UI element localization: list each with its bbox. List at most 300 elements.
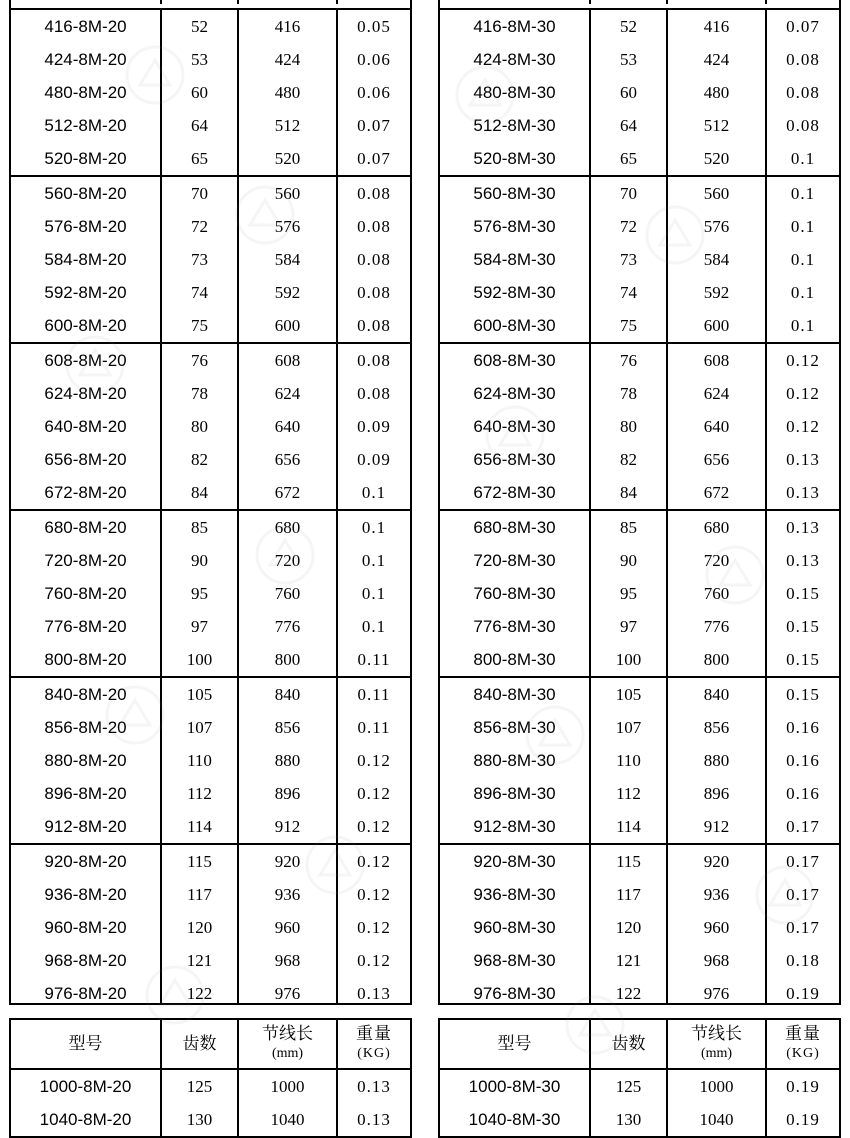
length-cell: 624 — [668, 377, 767, 410]
teeth-cell: 97 — [591, 610, 668, 643]
model-cell: 720-8M-30 — [440, 544, 591, 577]
weight-cell: 0.15 — [786, 684, 820, 704]
model-cell: 776-8M-30 — [440, 610, 591, 643]
teeth-cell: 53 — [591, 43, 668, 76]
model-cell: 936-8M-30 — [440, 878, 591, 911]
weight-cell: 0.17 — [786, 884, 820, 904]
weight-cell: 0.08 — [357, 315, 391, 335]
model-cell: 416-8M-30 — [440, 10, 591, 43]
model-cell: 800-8M-20 — [11, 643, 162, 676]
table-header — [11, 1020, 410, 1070]
table-row — [440, 643, 839, 676]
model-cell: 672-8M-20 — [11, 476, 162, 509]
model-cell: 624-8M-30 — [440, 377, 591, 410]
teeth-cell: 64 — [591, 109, 668, 142]
table-row — [11, 977, 410, 1005]
weight-cell: 0.09 — [357, 449, 391, 469]
teeth-cell: 72 — [162, 210, 239, 243]
length-cell: 520 — [239, 142, 338, 175]
model-cell: 680-8M-20 — [11, 511, 162, 544]
length-cell: 896 — [668, 777, 767, 810]
header-weight: 重量 (KG) — [356, 1024, 392, 1061]
table-row — [11, 610, 410, 643]
model-cell: 592-8M-30 — [440, 276, 591, 309]
length-cell: 424 — [668, 43, 767, 76]
teeth-cell: 125 — [591, 1070, 668, 1103]
length-cell: 480 — [668, 76, 767, 109]
model-cell: 576-8M-30 — [440, 210, 591, 243]
model-cell: 512-8M-30 — [440, 109, 591, 142]
table-row — [440, 43, 839, 76]
table-row — [440, 777, 839, 810]
teeth-cell: 130 — [162, 1103, 239, 1136]
table-row — [11, 744, 410, 777]
table-row — [11, 544, 410, 577]
table-row — [11, 643, 410, 676]
teeth-cell: 73 — [162, 243, 239, 276]
table-row — [11, 377, 410, 410]
teeth-cell: 105 — [591, 678, 668, 711]
length-cell: 640 — [239, 410, 338, 443]
table-row — [440, 76, 839, 109]
teeth-cell: 112 — [591, 777, 668, 810]
table-row — [440, 210, 839, 243]
teeth-cell: 121 — [591, 944, 668, 977]
weight-cell: 0.1 — [361, 517, 387, 537]
table-row — [11, 911, 410, 944]
length-cell: 720 — [668, 544, 767, 577]
length-cell: 968 — [668, 944, 767, 977]
length-cell: 976 — [239, 977, 338, 1005]
teeth-cell: 105 — [162, 678, 239, 711]
model-cell: 976-8M-20 — [11, 977, 162, 1005]
model-cell: 576-8M-20 — [11, 210, 162, 243]
weight-cell: 0.08 — [357, 249, 391, 269]
model-cell: 936-8M-20 — [11, 878, 162, 911]
table-row — [11, 476, 410, 509]
teeth-cell: 125 — [162, 1070, 239, 1103]
model-cell: 1040-8M-30 — [440, 1103, 591, 1136]
table-row — [11, 678, 410, 711]
length-cell: 920 — [239, 845, 338, 878]
table-row — [11, 210, 410, 243]
model-cell: 960-8M-20 — [11, 911, 162, 944]
model-cell: 424-8M-20 — [11, 43, 162, 76]
table-row — [440, 443, 839, 476]
weight-cell: 0.1 — [361, 482, 387, 502]
weight-cell: 0.13 — [357, 1076, 391, 1096]
length-cell: 576 — [668, 210, 767, 243]
table-row — [440, 944, 839, 977]
model-cell: 520-8M-20 — [11, 142, 162, 175]
teeth-cell: 107 — [162, 711, 239, 744]
length-cell: 880 — [668, 744, 767, 777]
weight-cell: 0.12 — [357, 750, 391, 770]
teeth-cell: 121 — [162, 944, 239, 977]
table-row — [440, 109, 839, 142]
model-cell: 760-8M-20 — [11, 577, 162, 610]
length-cell: 760 — [239, 577, 338, 610]
model-cell: 968-8M-30 — [440, 944, 591, 977]
teeth-cell: 75 — [162, 309, 239, 342]
length-cell: 1000 — [668, 1070, 767, 1103]
model-cell: 920-8M-30 — [440, 845, 591, 878]
table-row — [11, 243, 410, 276]
length-cell: 840 — [239, 678, 338, 711]
header-model: 型号 — [440, 1020, 591, 1068]
weight-cell: 0.1 — [790, 315, 816, 335]
model-cell: 424-8M-30 — [440, 43, 591, 76]
header-length: 节线长 (mm) — [668, 1020, 767, 1068]
model-cell: 880-8M-20 — [11, 744, 162, 777]
teeth-cell: 95 — [591, 577, 668, 610]
length-cell: 680 — [239, 511, 338, 544]
table-row — [440, 276, 839, 309]
weight-cell: 0.08 — [357, 183, 391, 203]
model-cell: 760-8M-30 — [440, 577, 591, 610]
model-cell: 608-8M-20 — [11, 344, 162, 377]
table-row — [440, 678, 839, 711]
teeth-cell: 65 — [591, 142, 668, 175]
weight-cell: 0.06 — [357, 49, 391, 69]
table-row — [440, 878, 839, 911]
length-cell: 800 — [239, 643, 338, 676]
model-cell: 912-8M-20 — [11, 810, 162, 843]
weight-cell: 0.08 — [357, 282, 391, 302]
teeth-cell: 72 — [591, 210, 668, 243]
teeth-cell: 78 — [591, 377, 668, 410]
weight-cell: 0.1 — [361, 550, 387, 570]
length-cell: 936 — [668, 878, 767, 911]
weight-cell: 0.12 — [786, 416, 820, 436]
teeth-cell: 73 — [591, 243, 668, 276]
teeth-cell: 53 — [162, 43, 239, 76]
table-row — [11, 276, 410, 309]
weight-cell: 0.15 — [786, 649, 820, 669]
table-row — [440, 845, 839, 878]
weight-cell: 0.07 — [786, 16, 820, 36]
length-cell: 776 — [239, 610, 338, 643]
model-cell: 560-8M-20 — [11, 177, 162, 210]
length-cell: 608 — [239, 344, 338, 377]
table-row — [11, 577, 410, 610]
length-cell: 672 — [239, 476, 338, 509]
left-top-strip — [11, 0, 410, 4]
right-bottom-table — [438, 1018, 841, 1138]
table-row — [11, 944, 410, 977]
weight-cell: 0.18 — [786, 950, 820, 970]
teeth-cell: 130 — [591, 1103, 668, 1136]
table-row — [11, 410, 410, 443]
length-cell: 840 — [668, 678, 767, 711]
length-cell: 608 — [668, 344, 767, 377]
weight-cell: 0.07 — [357, 115, 391, 135]
teeth-cell: 122 — [591, 977, 668, 1005]
length-cell: 672 — [668, 476, 767, 509]
length-cell: 960 — [668, 911, 767, 944]
length-cell: 776 — [668, 610, 767, 643]
model-cell: 480-8M-20 — [11, 76, 162, 109]
table-row — [440, 911, 839, 944]
teeth-cell: 90 — [591, 544, 668, 577]
length-cell: 416 — [239, 10, 338, 43]
teeth-cell: 120 — [591, 911, 668, 944]
teeth-cell: 114 — [591, 810, 668, 843]
teeth-cell: 64 — [162, 109, 239, 142]
teeth-cell: 76 — [591, 344, 668, 377]
weight-cell: 0.08 — [786, 82, 820, 102]
weight-cell: 0.09 — [357, 416, 391, 436]
weight-cell: 0.11 — [357, 649, 391, 669]
header-length: 节线长 (mm) — [239, 1020, 338, 1068]
length-cell: 480 — [239, 76, 338, 109]
length-cell: 1000 — [239, 1070, 338, 1103]
length-cell: 856 — [239, 711, 338, 744]
model-cell: 624-8M-20 — [11, 377, 162, 410]
weight-cell: 0.13 — [786, 482, 820, 502]
model-cell: 976-8M-30 — [440, 977, 591, 1005]
teeth-cell: 97 — [162, 610, 239, 643]
weight-cell: 0.1 — [790, 282, 816, 302]
header-teeth: 齿数 — [162, 1020, 239, 1068]
model-cell: 856-8M-20 — [11, 711, 162, 744]
length-cell: 656 — [239, 443, 338, 476]
weight-cell: 0.11 — [357, 717, 391, 737]
table-row — [440, 10, 839, 43]
header-weight: 重量 (KG) — [785, 1024, 821, 1061]
weight-cell: 0.13 — [357, 1109, 391, 1129]
weight-cell: 0.08 — [357, 216, 391, 236]
weight-cell: 0.12 — [357, 917, 391, 937]
length-cell: 1040 — [668, 1103, 767, 1136]
teeth-cell: 114 — [162, 810, 239, 843]
model-cell: 480-8M-30 — [440, 76, 591, 109]
weight-cell: 0.05 — [357, 16, 391, 36]
model-cell: 656-8M-20 — [11, 443, 162, 476]
teeth-cell: 85 — [162, 511, 239, 544]
length-cell: 424 — [239, 43, 338, 76]
model-cell: 960-8M-30 — [440, 911, 591, 944]
weight-cell: 0.12 — [357, 783, 391, 803]
teeth-cell: 52 — [162, 10, 239, 43]
length-cell: 560 — [668, 177, 767, 210]
table-row — [440, 142, 839, 175]
length-cell: 912 — [239, 810, 338, 843]
teeth-cell: 115 — [591, 845, 668, 878]
weight-cell: 0.1 — [790, 216, 816, 236]
right-spec-table — [438, 0, 841, 1005]
table-header — [440, 1020, 839, 1070]
table-row — [440, 744, 839, 777]
weight-cell: 0.12 — [357, 851, 391, 871]
length-cell: 584 — [239, 243, 338, 276]
model-cell: 520-8M-30 — [440, 142, 591, 175]
model-cell: 720-8M-20 — [11, 544, 162, 577]
teeth-cell: 80 — [591, 410, 668, 443]
teeth-cell: 110 — [162, 744, 239, 777]
table-row — [11, 777, 410, 810]
teeth-cell: 70 — [162, 177, 239, 210]
weight-cell: 0.1 — [361, 616, 387, 636]
teeth-cell: 115 — [162, 845, 239, 878]
model-cell: 560-8M-30 — [440, 177, 591, 210]
table-row — [440, 410, 839, 443]
length-cell: 896 — [239, 777, 338, 810]
length-cell: 600 — [668, 309, 767, 342]
teeth-cell: 60 — [591, 76, 668, 109]
table-row — [11, 10, 410, 43]
model-cell: 896-8M-20 — [11, 777, 162, 810]
table-row — [440, 511, 839, 544]
table-row — [440, 344, 839, 377]
table-row — [440, 1103, 839, 1136]
model-cell: 880-8M-30 — [440, 744, 591, 777]
length-cell: 936 — [239, 878, 338, 911]
table-row — [11, 177, 410, 210]
weight-cell: 0.15 — [786, 616, 820, 636]
model-cell: 800-8M-30 — [440, 643, 591, 676]
teeth-cell: 82 — [162, 443, 239, 476]
table-row — [11, 1070, 410, 1103]
table-row — [11, 344, 410, 377]
model-cell: 840-8M-30 — [440, 678, 591, 711]
length-cell: 600 — [239, 309, 338, 342]
weight-cell: 0.15 — [786, 583, 820, 603]
model-cell: 608-8M-30 — [440, 344, 591, 377]
teeth-cell: 85 — [591, 511, 668, 544]
weight-cell: 0.1 — [790, 183, 816, 203]
weight-cell: 0.12 — [357, 816, 391, 836]
model-cell: 640-8M-30 — [440, 410, 591, 443]
model-cell: 512-8M-20 — [11, 109, 162, 142]
weight-cell: 0.08 — [786, 49, 820, 69]
model-cell: 840-8M-20 — [11, 678, 162, 711]
teeth-cell: 82 — [591, 443, 668, 476]
length-cell: 624 — [239, 377, 338, 410]
length-cell: 880 — [239, 744, 338, 777]
teeth-cell: 117 — [591, 878, 668, 911]
length-cell: 760 — [668, 577, 767, 610]
weight-cell: 0.11 — [357, 684, 391, 704]
length-cell: 656 — [668, 443, 767, 476]
length-cell: 912 — [668, 810, 767, 843]
table-row — [440, 610, 839, 643]
length-cell: 960 — [239, 911, 338, 944]
model-cell: 680-8M-30 — [440, 511, 591, 544]
model-cell: 592-8M-20 — [11, 276, 162, 309]
teeth-cell: 122 — [162, 977, 239, 1005]
length-cell: 584 — [668, 243, 767, 276]
length-cell: 592 — [239, 276, 338, 309]
model-cell: 640-8M-20 — [11, 410, 162, 443]
teeth-cell: 90 — [162, 544, 239, 577]
header-teeth: 齿数 — [591, 1020, 668, 1068]
table-row — [11, 142, 410, 175]
header-model: 型号 — [11, 1020, 162, 1068]
table-row — [440, 711, 839, 744]
length-cell: 640 — [668, 410, 767, 443]
teeth-cell: 65 — [162, 142, 239, 175]
teeth-cell: 100 — [591, 643, 668, 676]
table-row — [11, 845, 410, 878]
model-cell: 656-8M-30 — [440, 443, 591, 476]
right-top-strip — [440, 0, 839, 4]
weight-cell: 0.08 — [786, 115, 820, 135]
teeth-cell: 74 — [591, 276, 668, 309]
teeth-cell: 74 — [162, 276, 239, 309]
weight-cell: 0.1 — [790, 148, 816, 168]
weight-cell: 0.17 — [786, 851, 820, 871]
weight-cell: 0.1 — [361, 583, 387, 603]
weight-cell: 0.19 — [786, 983, 820, 1003]
weight-cell: 0.17 — [786, 816, 820, 836]
table-row — [11, 109, 410, 142]
table-row — [440, 243, 839, 276]
weight-cell: 0.13 — [357, 983, 391, 1003]
teeth-cell: 78 — [162, 377, 239, 410]
model-cell: 600-8M-20 — [11, 309, 162, 342]
table-row — [440, 577, 839, 610]
teeth-cell: 100 — [162, 643, 239, 676]
table-row — [440, 977, 839, 1005]
length-cell: 416 — [668, 10, 767, 43]
weight-cell: 0.12 — [786, 350, 820, 370]
model-cell: 584-8M-30 — [440, 243, 591, 276]
teeth-cell: 112 — [162, 777, 239, 810]
table-row — [440, 309, 839, 342]
table-row — [11, 711, 410, 744]
table-row — [11, 443, 410, 476]
model-cell: 1040-8M-20 — [11, 1103, 162, 1136]
length-cell: 1040 — [239, 1103, 338, 1136]
teeth-cell: 110 — [591, 744, 668, 777]
weight-cell: 0.06 — [357, 82, 391, 102]
weight-cell: 0.07 — [357, 148, 391, 168]
table-row — [440, 810, 839, 843]
length-cell: 800 — [668, 643, 767, 676]
weight-cell: 0.08 — [357, 350, 391, 370]
weight-cell: 0.13 — [786, 517, 820, 537]
length-cell: 512 — [668, 109, 767, 142]
length-cell: 680 — [668, 511, 767, 544]
left-bottom-table — [9, 1018, 412, 1138]
weight-cell: 0.16 — [786, 783, 820, 803]
length-cell: 520 — [668, 142, 767, 175]
table-row — [440, 177, 839, 210]
teeth-cell: 120 — [162, 911, 239, 944]
model-cell: 1000-8M-20 — [11, 1070, 162, 1103]
weight-cell: 0.12 — [357, 884, 391, 904]
teeth-cell: 95 — [162, 577, 239, 610]
length-cell: 512 — [239, 109, 338, 142]
weight-cell: 0.12 — [357, 950, 391, 970]
table-row — [11, 1103, 410, 1136]
model-cell: 856-8M-30 — [440, 711, 591, 744]
weight-cell: 0.12 — [786, 383, 820, 403]
teeth-cell: 84 — [162, 476, 239, 509]
table-row — [11, 43, 410, 76]
table-row — [11, 76, 410, 109]
table-row — [11, 309, 410, 342]
weight-cell: 0.17 — [786, 917, 820, 937]
teeth-cell: 75 — [591, 309, 668, 342]
teeth-cell: 80 — [162, 410, 239, 443]
table-row — [11, 511, 410, 544]
teeth-cell: 52 — [591, 10, 668, 43]
teeth-cell: 107 — [591, 711, 668, 744]
teeth-cell: 70 — [591, 177, 668, 210]
weight-cell: 0.16 — [786, 717, 820, 737]
